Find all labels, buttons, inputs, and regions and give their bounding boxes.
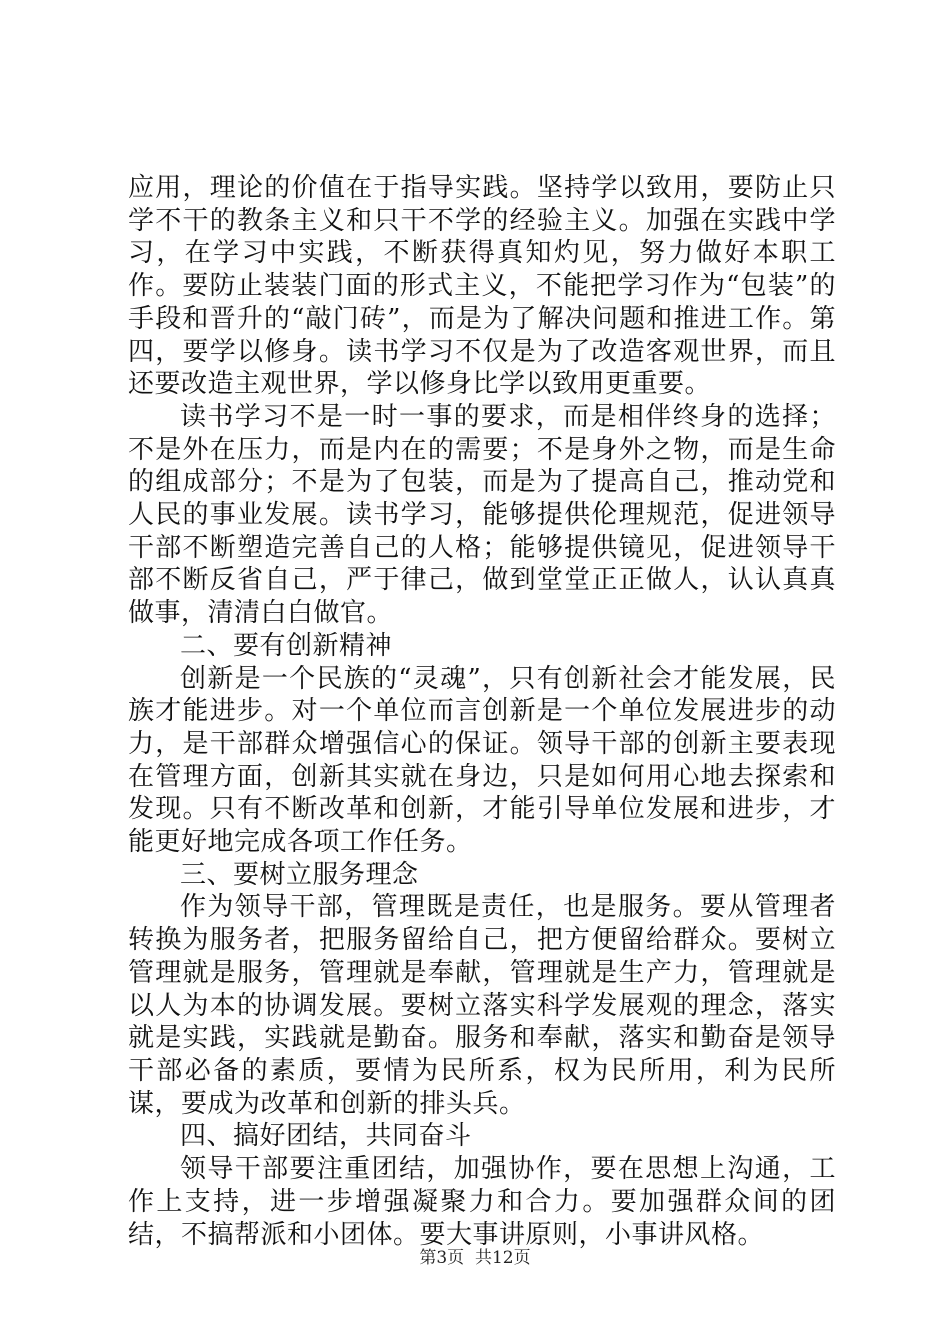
paragraph-reading-study: 读书学习不是一时一事的要求，而是相伴终身的选择；不是外在压力，而是内在的需要；不是身外之物，而是生命的组成部分；不是为了包装，而是为了提高自己，推动党和人民的事业发展。读书学习，能够提供伦理规范，促进领导干部不断塑造完善自己的人格；能够提供镜见，促进领导干部不断反省自己，严于律己，做到堂堂正正做人，认认真真做事，清清白白做官。: [128, 401, 836, 629]
page-number-label: 第3页 共12页: [419, 1248, 531, 1268]
paragraph-service: 作为领导干部，管理既是责任，也是服务。要从管理者转换为服务者，把服务留给自己，把方便留给群众。要树立管理就是服务，管理就是奉献，管理就是生产力，管理就是以人为本的协调发展。要树立落实科学发展观的理念，落实就是实践，实践就是勤奋。服务和奉献，落实和勤奋是领导干部必备的素质，要情为民所系，权为民所用，利为民所谋，要成为改革和创新的排头兵。: [128, 892, 836, 1119]
section-heading-unity: 四、搞好团结，共同奋斗: [180, 1121, 472, 1152]
paragraph-unity: 领导干部要注重团结，加强协作，要在思想上沟通，工作上支持，进一步增强凝聚力和合力。要加强群众间的团结，不搞帮派和小团体。要大事讲原则，小事讲风格。: [128, 1154, 836, 1250]
section-heading-innovation: 二、要有创新精神: [180, 630, 393, 661]
page-footer: [0, 1243, 950, 1268]
paragraph-continuation: 应用，理论的价值在于指导实践。坚持学以致用，要防止只学不干的教条主义和只干不学的经验主义。加强在实践中学习，在学习中实践，不断获得真知灼见，努力做好本职工作。要防止装装门面的形式主义，不能把学习作为“包装”的手段和晋升的“敲门砖”，而是为了解决问题和推进工作。第四，要学以修身。读书学习不仅是为了改造客观世界，而且还要改造主观世界，学以修身比学以致用更重要。: [128, 173, 836, 400]
paragraph-innovation: 创新是一个民族的“灵魂”，只有创新社会才能发展，民族才能进步。对一个单位而言创新是一个单位发展进步的动力，是干部群众增强信心的保证。领导干部的创新主要表现在管理方面，创新其实就在身边，只是如何用心地去探索和发现。只有不断改革和创新，才能引导单位发展和进步，才能更好地完成各项工作任务。: [128, 663, 836, 858]
section-heading-service: 三、要树立服务理念: [180, 859, 419, 890]
document-body: [128, 172, 836, 1251]
